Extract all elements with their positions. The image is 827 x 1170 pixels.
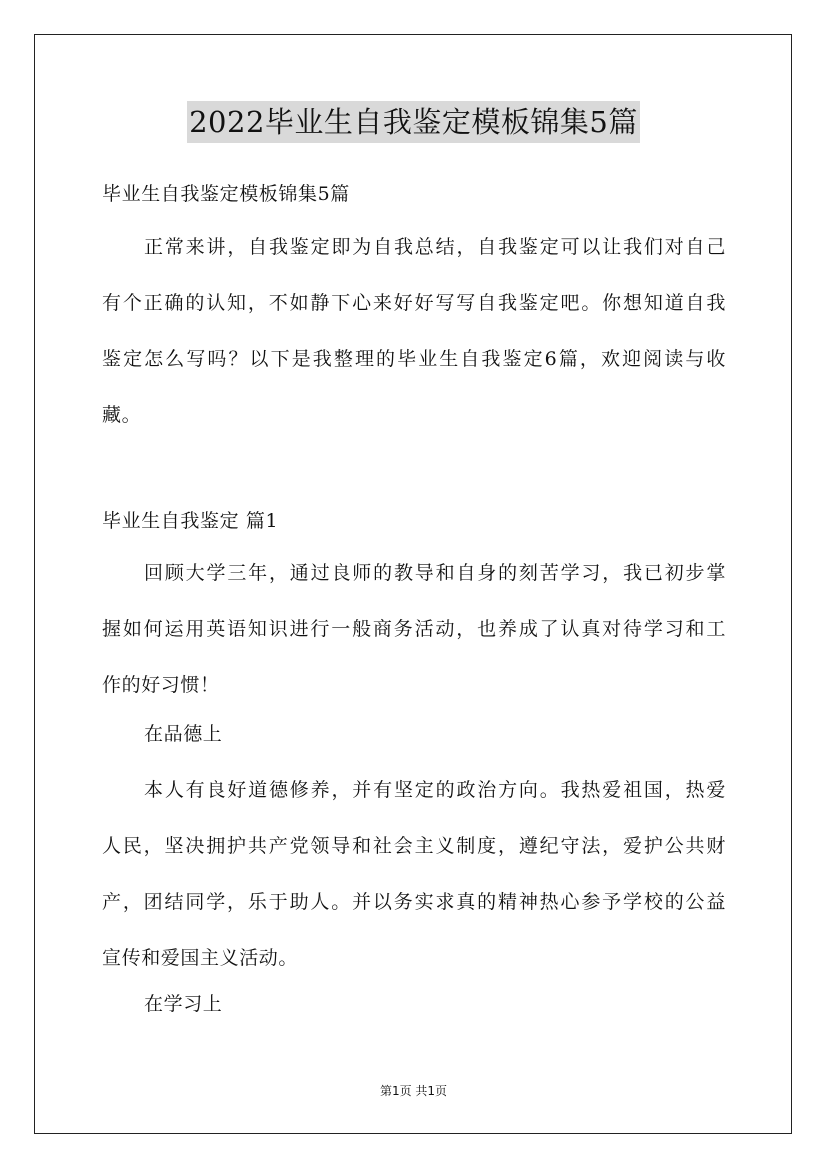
title-wrap bbox=[0, 101, 827, 143]
document-subtitle: 毕业生自我鉴定模板锦集5篇 bbox=[102, 183, 350, 205]
intro-line: 藏。 bbox=[102, 404, 142, 426]
section-heading: 毕业生自我鉴定 篇1 bbox=[102, 510, 279, 532]
moral-line: 宣传和爱国主义活动。 bbox=[102, 947, 299, 969]
section1-line: 握如何运用英语知识进行一般商务活动，也养成了认真对待学习和工 bbox=[102, 618, 726, 640]
section1-line: 作的好习惯！ bbox=[102, 674, 220, 696]
study-heading-block bbox=[102, 976, 726, 1032]
moral-heading: 在品德上 bbox=[144, 723, 223, 745]
subtitle-block bbox=[102, 175, 726, 213]
moral-line: 人民，坚决拥护共产党领导和社会主义制度，遵纪守法，爱护公共财 bbox=[102, 835, 726, 857]
intro-line: 正常来讲，自我鉴定即为自我总结，自我鉴定可以让我们对自己 bbox=[144, 236, 726, 258]
intro-line: 鉴定怎么写吗？以下是我整理的毕业生自我鉴定6篇，欢迎阅读与收 bbox=[102, 348, 726, 370]
intro-line: 有个正确的认知，不如静下心来好好写写自我鉴定吧。你想知道自我 bbox=[102, 292, 726, 314]
intro-paragraph bbox=[102, 219, 726, 443]
page-footer: 第1页 共1页 bbox=[379, 1084, 448, 1098]
section1-paragraph bbox=[102, 545, 726, 713]
moral-heading-block bbox=[102, 706, 726, 762]
section1-heading-block bbox=[102, 502, 726, 540]
moral-line: 产，团结同学，乐于助人。并以务实求真的精神热心参予学校的公益 bbox=[102, 891, 726, 913]
section1-line: 回顾大学三年，通过良师的教导和自身的刻苦学习，我已初步掌 bbox=[144, 562, 726, 584]
moral-paragraph bbox=[102, 762, 726, 986]
document-title: 2022毕业生自我鉴定模板锦集5篇 bbox=[187, 101, 640, 143]
moral-line: 本人有良好道德修养，并有坚定的政治方向。我热爱祖国，热爱 bbox=[144, 779, 726, 801]
study-heading: 在学习上 bbox=[144, 993, 223, 1015]
